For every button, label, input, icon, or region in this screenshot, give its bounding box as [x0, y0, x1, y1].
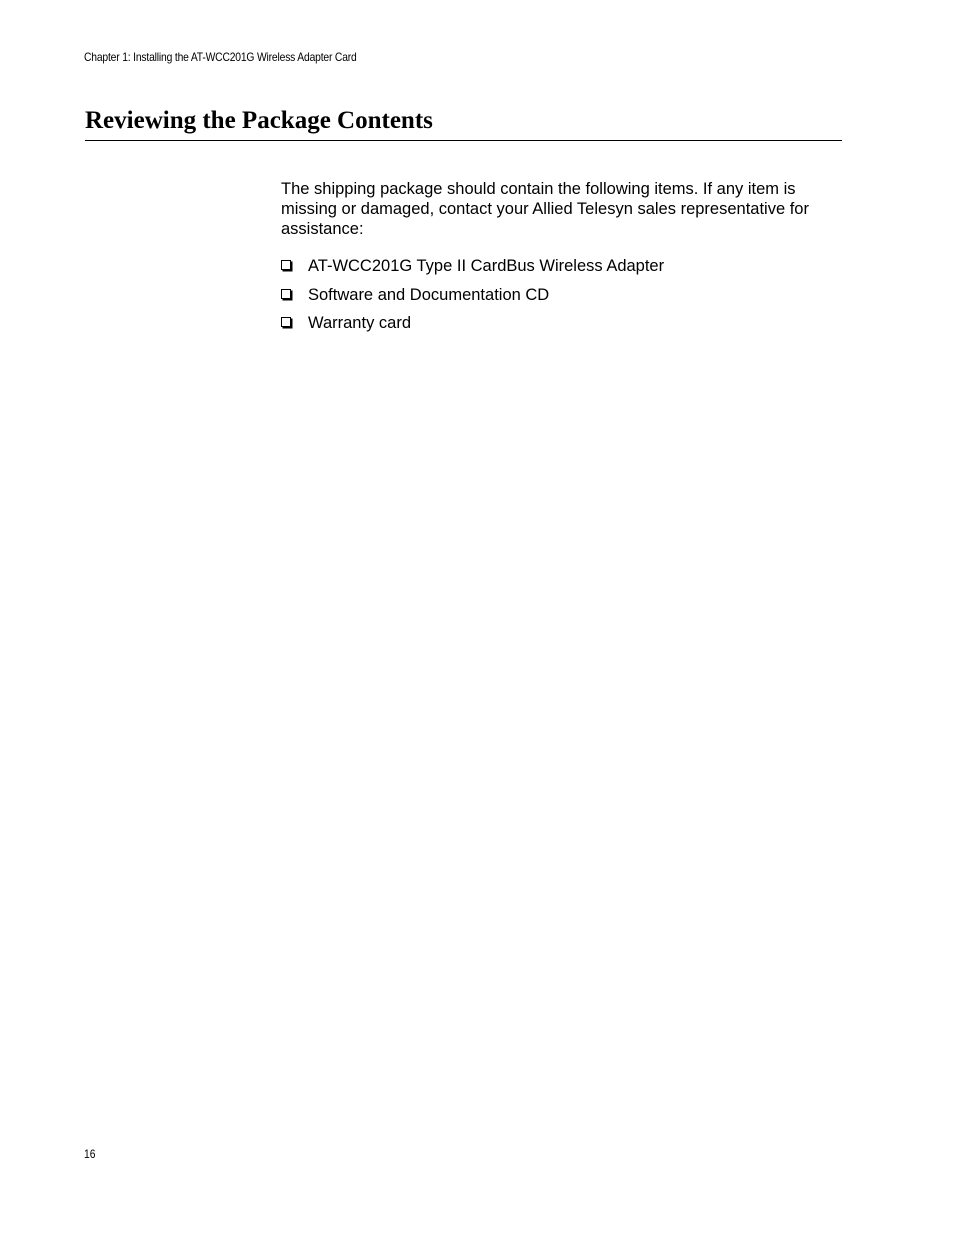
list-item-text: Software and Documentation CD	[308, 285, 550, 304]
checkbox-bullet-icon	[281, 317, 291, 327]
checkbox-bullet-icon	[281, 289, 291, 299]
list-item	[281, 256, 843, 285]
list-item	[281, 285, 843, 314]
package-contents-list	[281, 256, 843, 342]
intro-paragraph: The shipping package should contain the following items. If any item is missing or damaged, contact your Allied Telesyn sales representative for assistance:	[281, 180, 809, 238]
section-title: Reviewing the Package Contents	[85, 107, 433, 134]
checkbox-bullet-icon	[281, 260, 291, 270]
running-header: Chapter 1: Installing the AT-WCC201G Wireless Adapter Card	[84, 50, 357, 64]
body-block	[281, 179, 843, 342]
list-item-text: AT-WCC201G Type II CardBus Wireless Adapter	[308, 257, 665, 275]
title-rule	[85, 140, 842, 141]
list-item	[281, 313, 843, 342]
page-number: 16	[84, 1147, 96, 1161]
list-item-text: Warranty card	[308, 314, 411, 332]
